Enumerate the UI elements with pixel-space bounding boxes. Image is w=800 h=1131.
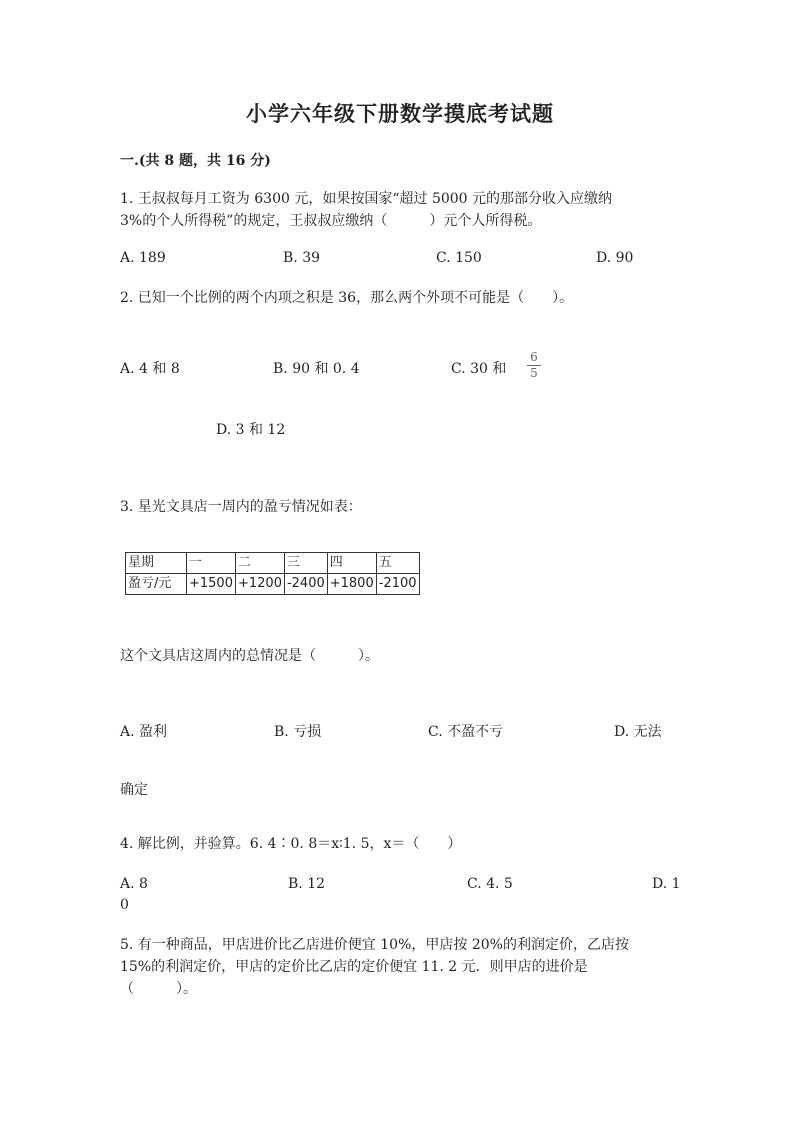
table-cell: +1500 — [187, 574, 236, 595]
question-5-line-3: （ ）。 — [120, 981, 197, 997]
question-1-option-b: B. 39 — [283, 250, 321, 266]
table-cell: 星期 — [126, 553, 187, 574]
question-1-option-a: A. 189 — [120, 250, 166, 266]
table-cell: 二 — [235, 553, 284, 574]
question-3-option-b: B. 亏损 — [274, 724, 322, 740]
profit-loss-table — [125, 552, 420, 595]
question-2-option-a: A. 4 和 8 — [120, 361, 180, 377]
table-row — [126, 574, 420, 595]
fraction-six-fifths — [526, 351, 542, 380]
table-cell: 一 — [187, 553, 236, 574]
fraction-denominator: 5 — [530, 366, 538, 380]
question-3-option-d-continued: 确定 — [120, 782, 148, 798]
question-3-text: 3. 星光文具店一周内的盈亏情况如表： — [120, 499, 362, 515]
question-2-option-b: B. 90 和 0. 4 — [273, 361, 360, 377]
section-heading: 一.(共 8 题，共 16 分) — [120, 153, 271, 169]
table-cell: 盈亏/元 — [126, 574, 187, 595]
question-3-option-d: D. 无法 — [614, 724, 662, 740]
table-cell: +1200 — [235, 574, 284, 595]
question-4-option-d-continued: 0 — [120, 897, 129, 913]
question-4-text: 4. 解比例，并验算。6. 4∶0. 8＝x∶1. 5，x＝（ ） — [120, 836, 462, 852]
fraction-numerator: 6 — [530, 350, 538, 364]
table-cell: 四 — [327, 553, 376, 574]
question-3-prompt: 这个文具店这周内的总情况是（ ）。 — [120, 648, 379, 664]
question-3-option-c: C. 不盈不亏 — [428, 724, 504, 740]
table-cell: 五 — [376, 553, 419, 574]
question-4-option-c: C. 4. 5 — [467, 876, 513, 892]
question-3-option-a: A. 盈利 — [120, 724, 168, 740]
table-cell: -2100 — [376, 574, 419, 595]
page-title: 小学六年级下册数学摸底考试题 — [246, 101, 554, 126]
question-4-option-b: B. 12 — [288, 876, 326, 892]
question-5-line-1: 5. 有一种商品，甲店进价比乙店进价便宜 10%，甲店按 20%的利润定价，乙店按 — [120, 937, 629, 953]
question-4-option-d: D. 1 — [652, 876, 681, 892]
table-cell: +1800 — [327, 574, 376, 595]
table-header-row — [126, 553, 420, 574]
question-5-line-2: 15%的利润定价，甲店的定价比乙店的定价便宜 11. 2 元．则甲店的进价是 — [120, 959, 588, 975]
question-1-option-c: C. 150 — [436, 250, 482, 266]
question-1-line-2: 3%的个人所得税”的规定，王叔叔应缴纳（ ）元个人所得税。 — [120, 213, 542, 229]
question-1-line-1: 1. 王叔叔每月工资为 6300 元，如果按国家“超过 5000 元的那部分收入应缴纳 — [120, 191, 613, 207]
question-2-option-c: C. 30 和 — [451, 361, 507, 377]
question-2-option-d: D. 3 和 12 — [216, 422, 286, 438]
question-1-option-d: D. 90 — [596, 250, 634, 266]
question-2-text: 2. 已知一个比例的两个内项之积是 36，那么两个外项不可能是（ ）。 — [120, 290, 574, 306]
table-cell: -2400 — [284, 574, 327, 595]
table-cell: 三 — [284, 553, 327, 574]
question-4-option-a: A. 8 — [120, 876, 148, 892]
